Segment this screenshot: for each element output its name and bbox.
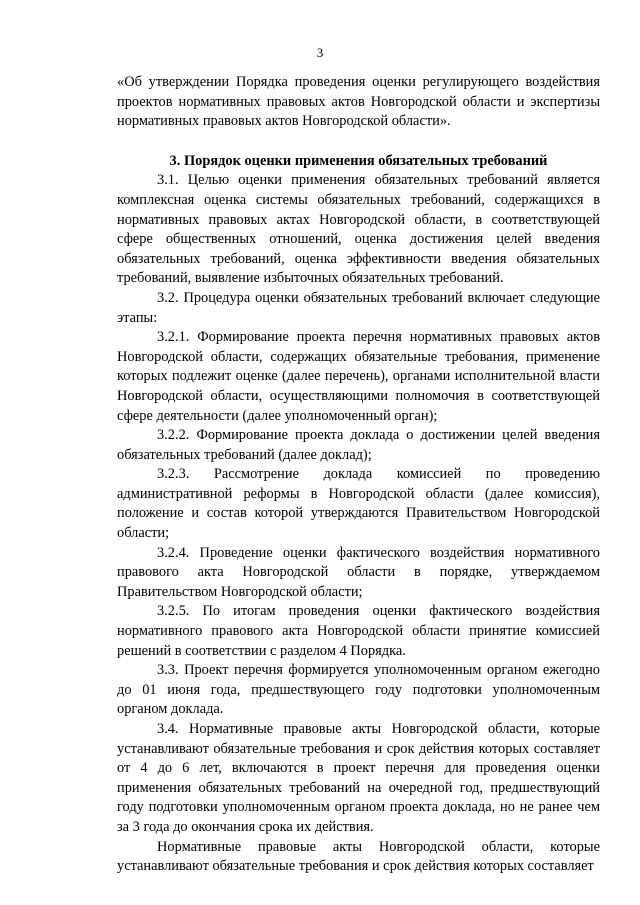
paragraph-3-2: 3.2. Процедура оценки обязательных требований включает следующие этапы: xyxy=(117,289,600,326)
document-body xyxy=(117,73,600,877)
paragraph-3-4: 3.4. Нормативные правовые акты Новгородской области, которые устанавливают обязательные требования и срок действия которых составляет от 4 до 6 лет, включаются в проект перечня для проведения оценки применения обязательных требований на очередной год, предшествующий году подготовки уполномоченным органом проекта доклада, но не ранее чем за 3 года до окончания срока их действия. xyxy=(117,721,600,835)
paragraph-3-2-2: 3.2.2. Формирование проекта доклада о достижении целей введения обязательных требований (далее доклад); xyxy=(117,427,600,463)
paragraph-3-2-1: 3.2.1. Формирование проекта перечня нормативных правовых актов Новгородской области, содержащих обязательные требования, применение которых подлежит оценке (далее перечень), органами исполнительной власти Новгородской области, осуществляющими полномочия в соответствующей сфере деятельности (далее уполномоченный орган); xyxy=(117,329,600,424)
intro-paragraph: «Об утверждении Порядка проведения оценки регулирующего воздействия проектов нормативных правовых актов Новгородской области и экспертизы нормативных правовых актов Новгородской области». xyxy=(117,74,600,130)
paragraph-continuation: Нормативные правовые акты Новгородской области, которые устанавливают обязательные требования и срок действия которых составляет xyxy=(117,838,600,875)
section-heading: 3. Порядок оценки применения обязательных требований xyxy=(169,152,548,169)
paragraph-3-1: 3.1. Целью оценки применения обязательных требований является комплексная оценка системы обязательных требований, содержащихся в нормативных правовых актах Новгородской области, в соответствующей сфере общественных отношений, оценка достижения целей введения обязательных требований, оценка эффективности введения обязательных требований, выявление избыточных обязательных требований. xyxy=(117,172,600,287)
paragraph-3-2-5: 3.2.5. По итогам проведения оценки фактического воздействия нормативного правового акта Новгородской области принятие комиссией решений в соответствии с разделом 4 Порядка. xyxy=(117,603,600,659)
paragraph-3-2-4: 3.2.4. Проведение оценки фактического воздействия нормативного правового акта Новгородской области в порядке, утверждаемом Правительством Новгородской области; xyxy=(117,544,600,600)
paragraph-3-2-3: 3.2.3. Рассмотрение доклада комиссией по проведению административной реформы в Новгородской области (далее комиссия), положение и состав которой утверждаются Правительством Новгородской области; xyxy=(117,466,600,542)
paragraph-3-3: 3.3. Проект перечня формируется уполномоченным органом ежегодно до 01 июня года, предшествующего году подготовки уполномоченным органом доклада. xyxy=(117,662,600,718)
page-number: 3 xyxy=(316,45,324,60)
